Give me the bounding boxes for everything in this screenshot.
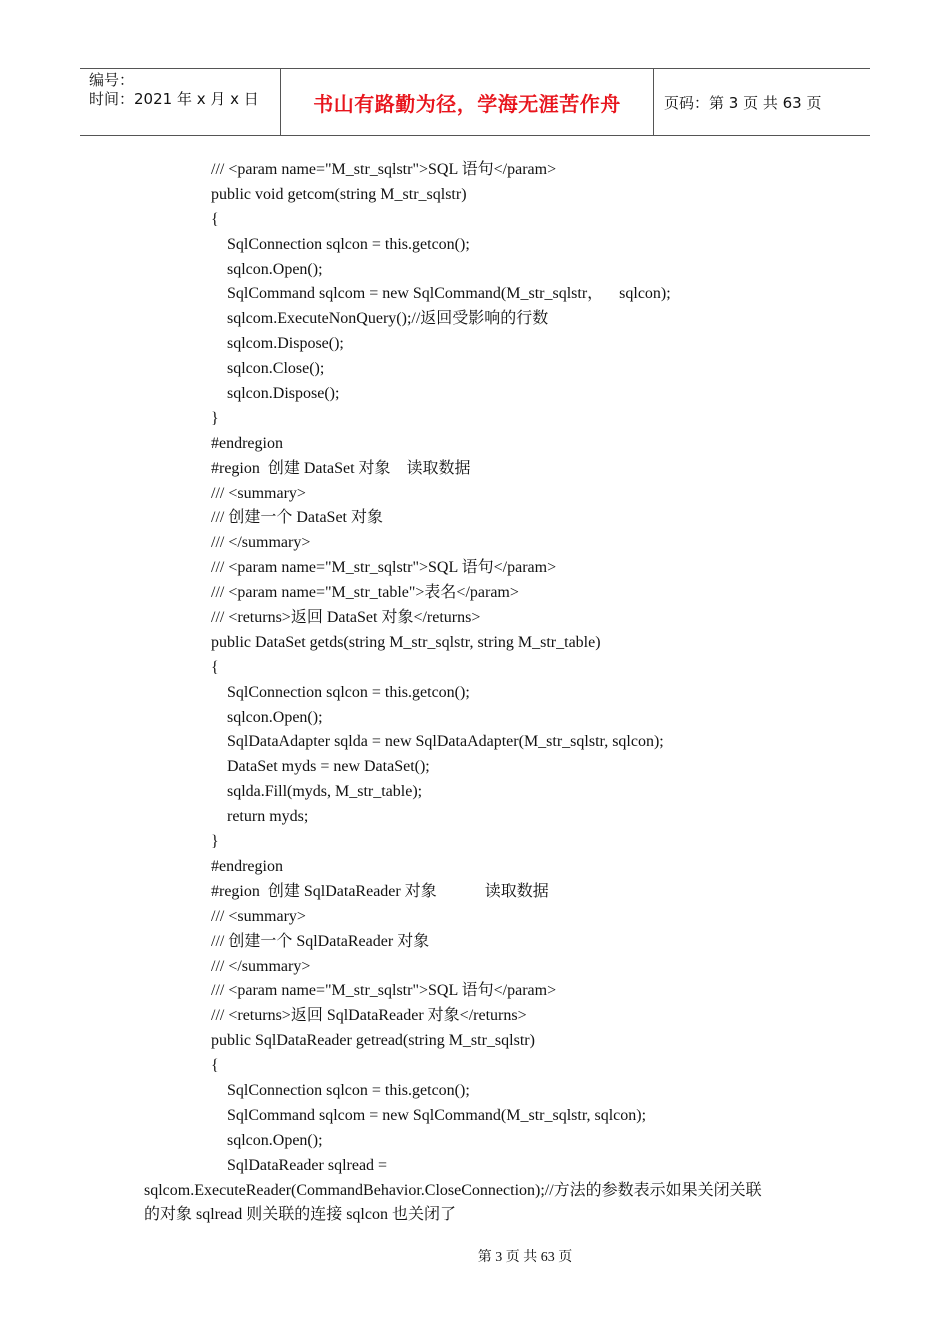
code-line: SqlDataAdapter sqlda = new SqlDataAdapter(M_str_sqlstr, sqlcon); xyxy=(227,733,664,751)
code-block xyxy=(0,158,950,1228)
code-line: SqlConnection sqlcon = this.getcon(); xyxy=(227,235,470,253)
code-line: SqlConnection sqlcon = this.getcon(); xyxy=(227,1081,470,1099)
header-meta xyxy=(80,69,281,135)
code-line: /// 创建一个 SqlDataReader 对象 xyxy=(211,932,430,950)
code-line: } xyxy=(211,833,219,851)
code-line: sqlcon.Open(); xyxy=(227,260,323,278)
code-line: sqlcom.Dispose(); xyxy=(227,335,344,353)
code-line: { xyxy=(211,658,219,676)
page-header xyxy=(80,68,870,136)
code-line: SqlConnection sqlcon = this.getcon(); xyxy=(227,683,470,701)
code-line: /// <summary> xyxy=(211,484,306,502)
footer-page-number: 第 3 页 共 63 页 xyxy=(477,1250,573,1265)
code-line: SqlDataReader sqlread = xyxy=(227,1156,388,1174)
code-line: { xyxy=(211,210,219,228)
code-line: #region 创建 DataSet 对象 读取数据 xyxy=(211,459,471,477)
code-line: /// </summary> xyxy=(211,534,311,552)
header-number-label: 编号： xyxy=(89,71,135,89)
code-line: /// <returns>返回 SqlDataReader 对象</returns> xyxy=(211,1007,527,1025)
code-line: /// <returns>返回 DataSet 对象</returns> xyxy=(211,609,481,627)
code-line: sqlcon.Open(); xyxy=(227,708,323,726)
code-line: 的对象 sqlread 则关联的连接 sqlcon 也关闭了 xyxy=(144,1206,456,1224)
code-line: /// <param name="M_str_table">表名</param> xyxy=(211,584,519,602)
code-line: #region 创建 SqlDataReader 对象 读取数据 xyxy=(211,882,549,900)
code-line: sqlcon.Dispose(); xyxy=(227,385,340,403)
header-time-label: 时间：2021 年 x 月 x 日 xyxy=(89,90,259,108)
code-line: public SqlDataReader getread(string M_str_sqlstr) xyxy=(211,1032,535,1050)
code-line: sqlcom.ExecuteNonQuery();//返回受影响的行数 xyxy=(227,310,549,328)
code-line: /// </summary> xyxy=(211,957,311,975)
code-line: /// <param name="M_str_sqlstr">SQL 语句</param> xyxy=(211,982,557,1000)
code-line: sqlda.Fill(myds, M_str_table); xyxy=(227,783,423,801)
code-line: /// <param name="M_str_sqlstr">SQL 语句</param> xyxy=(211,559,557,577)
page-footer xyxy=(0,1246,950,1266)
code-line: #endregion xyxy=(211,434,283,452)
code-line: /// <param name="M_str_sqlstr">SQL 语句</param> xyxy=(211,161,557,178)
code-line: #endregion xyxy=(211,857,283,875)
code-line: sqlcon.Close(); xyxy=(227,360,325,378)
code-line: public DataSet getds(string M_str_sqlstr, string M_str_table) xyxy=(211,633,601,651)
code-line: DataSet myds = new DataSet(); xyxy=(227,758,430,776)
code-line: public void getcom(string M_str_sqlstr) xyxy=(211,185,467,203)
code-line: sqlcon.Open(); xyxy=(227,1131,323,1149)
code-line: SqlCommand sqlcom = new SqlCommand(M_str_sqlstr， sqlcon); xyxy=(227,285,671,303)
code-line: /// 创建一个 DataSet 对象 xyxy=(211,509,383,527)
header-motto: 书山有路勤为径，学海无涯苦作舟 xyxy=(281,69,654,135)
code-line: sqlcom.ExecuteReader(CommandBehavior.CloseConnection);//方法的参数表示如果关闭关联 xyxy=(144,1181,762,1199)
header-page-info: 页码：第 3 页 共 63 页 xyxy=(664,93,822,112)
code-line: { xyxy=(211,1057,219,1075)
code-line: SqlCommand sqlcom = new SqlCommand(M_str_sqlstr, sqlcon); xyxy=(227,1106,647,1124)
code-line: /// <summary> xyxy=(211,907,306,925)
code-line: } xyxy=(211,409,219,427)
code-line: return myds; xyxy=(227,808,309,826)
